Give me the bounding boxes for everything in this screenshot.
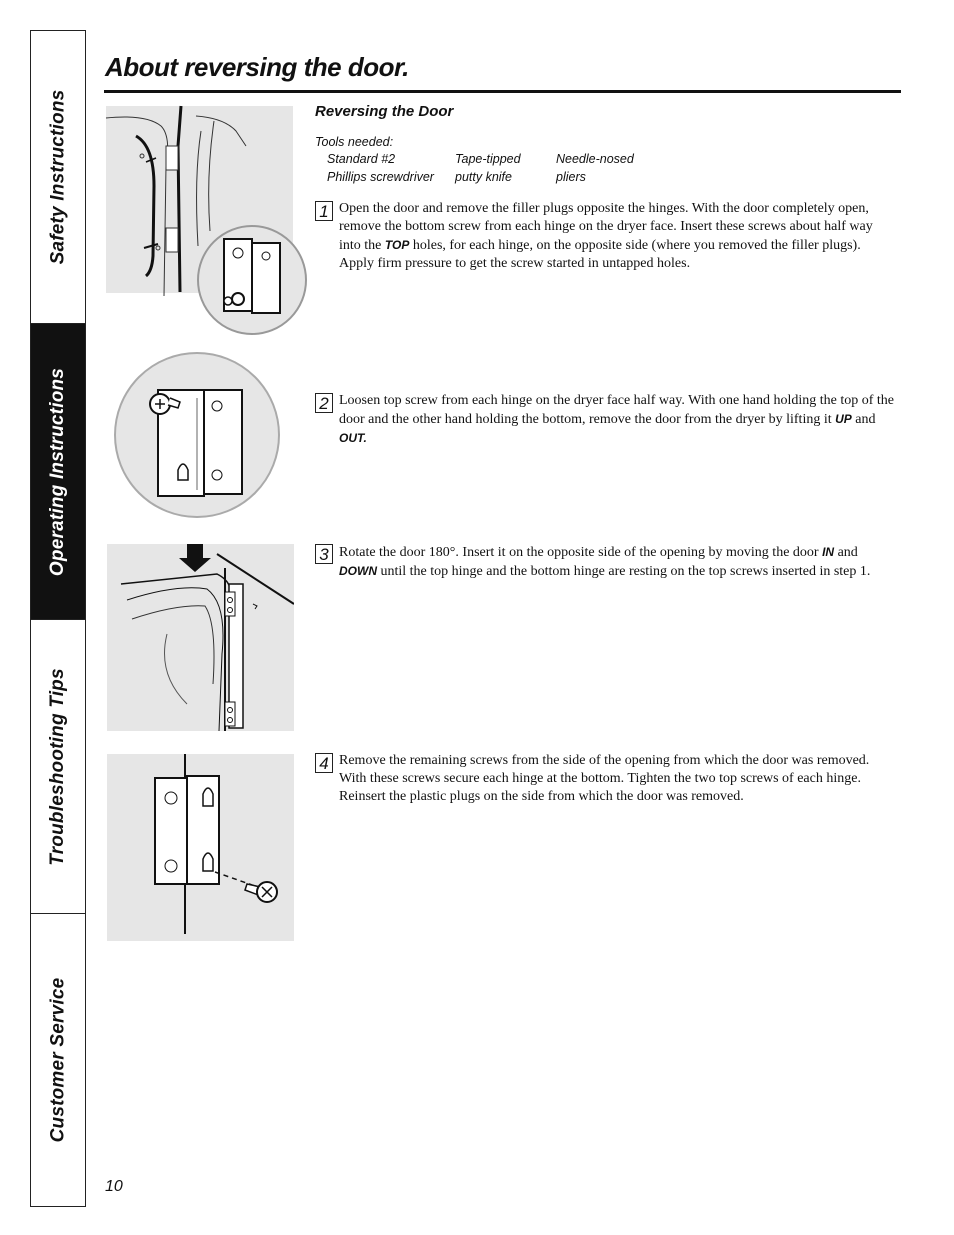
tools-label: Tools needed: [315, 135, 394, 149]
tab-customer-service[interactable] [31, 914, 85, 1206]
tool-item [327, 150, 434, 186]
text-run: holes, for each hinge, on the opposite side (where you removed the filler plugs). Apply firm pressure to get the screw started in untapped holes. [339, 238, 861, 271]
tab-troubleshooting-tips[interactable] [31, 620, 85, 914]
step-text [339, 392, 895, 448]
tool-line: Tape-tipped [455, 152, 521, 166]
step4-illustration [107, 754, 294, 941]
keyword: DOWN [339, 564, 377, 578]
step-2 [315, 392, 895, 448]
step-3 [315, 543, 895, 581]
tool-line: Phillips screwdriver [327, 170, 434, 184]
tool-item [556, 150, 634, 186]
tab-safety-instructions[interactable] [31, 31, 85, 324]
step-number: 4 [315, 753, 333, 773]
page-title: About reversing the door. [105, 52, 409, 82]
title-rule [104, 90, 901, 93]
text-run: until the top hinge and the bottom hinge are resting on the top screws inserted in step 1. [377, 564, 871, 579]
tool-line: putty knife [455, 170, 512, 184]
tab-label: Operating Instructions [47, 367, 69, 576]
tab-label: Troubleshooting Tips [47, 667, 68, 866]
step-number: 1 [315, 201, 333, 221]
section-subheading: Reversing the Door [315, 103, 454, 120]
step1-illustration [106, 106, 293, 293]
text-run: Rotate the door 180°. Insert it on the opposite side of the opening by moving the door [339, 545, 823, 560]
section-sidebar [30, 30, 86, 1207]
page-number: 10 [105, 1178, 123, 1195]
tool-item [455, 150, 521, 186]
keyword: UP [835, 412, 852, 426]
step-1 [315, 200, 895, 273]
tool-line: Standard #2 [327, 152, 396, 166]
keyword: TOP [384, 238, 410, 252]
tool-line: Needle-nosed [556, 152, 634, 166]
keyword: OUT. [339, 431, 367, 445]
text-run: and [851, 412, 876, 427]
step3-illustration [107, 544, 294, 731]
text-run: Loosen top screw from each hinge on the dryer face half way. With one hand holding the top of the door and the other hand holding the bottom, remove the door from the dryer by lifting it [339, 393, 894, 427]
step-4 [315, 752, 895, 806]
tool-line: pliers [556, 170, 586, 184]
text-run: Open the door and remove the filler plugs opposite the hinges. With the door completely open, remove the bottom screw from each hinge on the dryer face. Insert these screws about half way into the [339, 201, 873, 253]
step-number: 2 [315, 393, 333, 413]
text-run: Remove the remaining screws from the side of the opening from which the door was removed. With these screws secure each hinge at the bottom. Tighten the two top screws of each hinge. Reinsert the plastic plugs on the side from which the door was removed. [339, 753, 870, 804]
step-number: 3 [315, 544, 333, 564]
step-text [339, 200, 895, 273]
tab-operating-instructions[interactable] [31, 324, 85, 620]
tab-label: Safety Instructions [47, 89, 68, 265]
tab-label: Customer Service [47, 977, 68, 1143]
step-text [339, 752, 895, 806]
tools-needed [315, 133, 634, 184]
text-run: and [834, 545, 858, 560]
step2-illustration [112, 350, 282, 520]
keyword: IN [822, 545, 835, 559]
step-text [339, 543, 895, 581]
